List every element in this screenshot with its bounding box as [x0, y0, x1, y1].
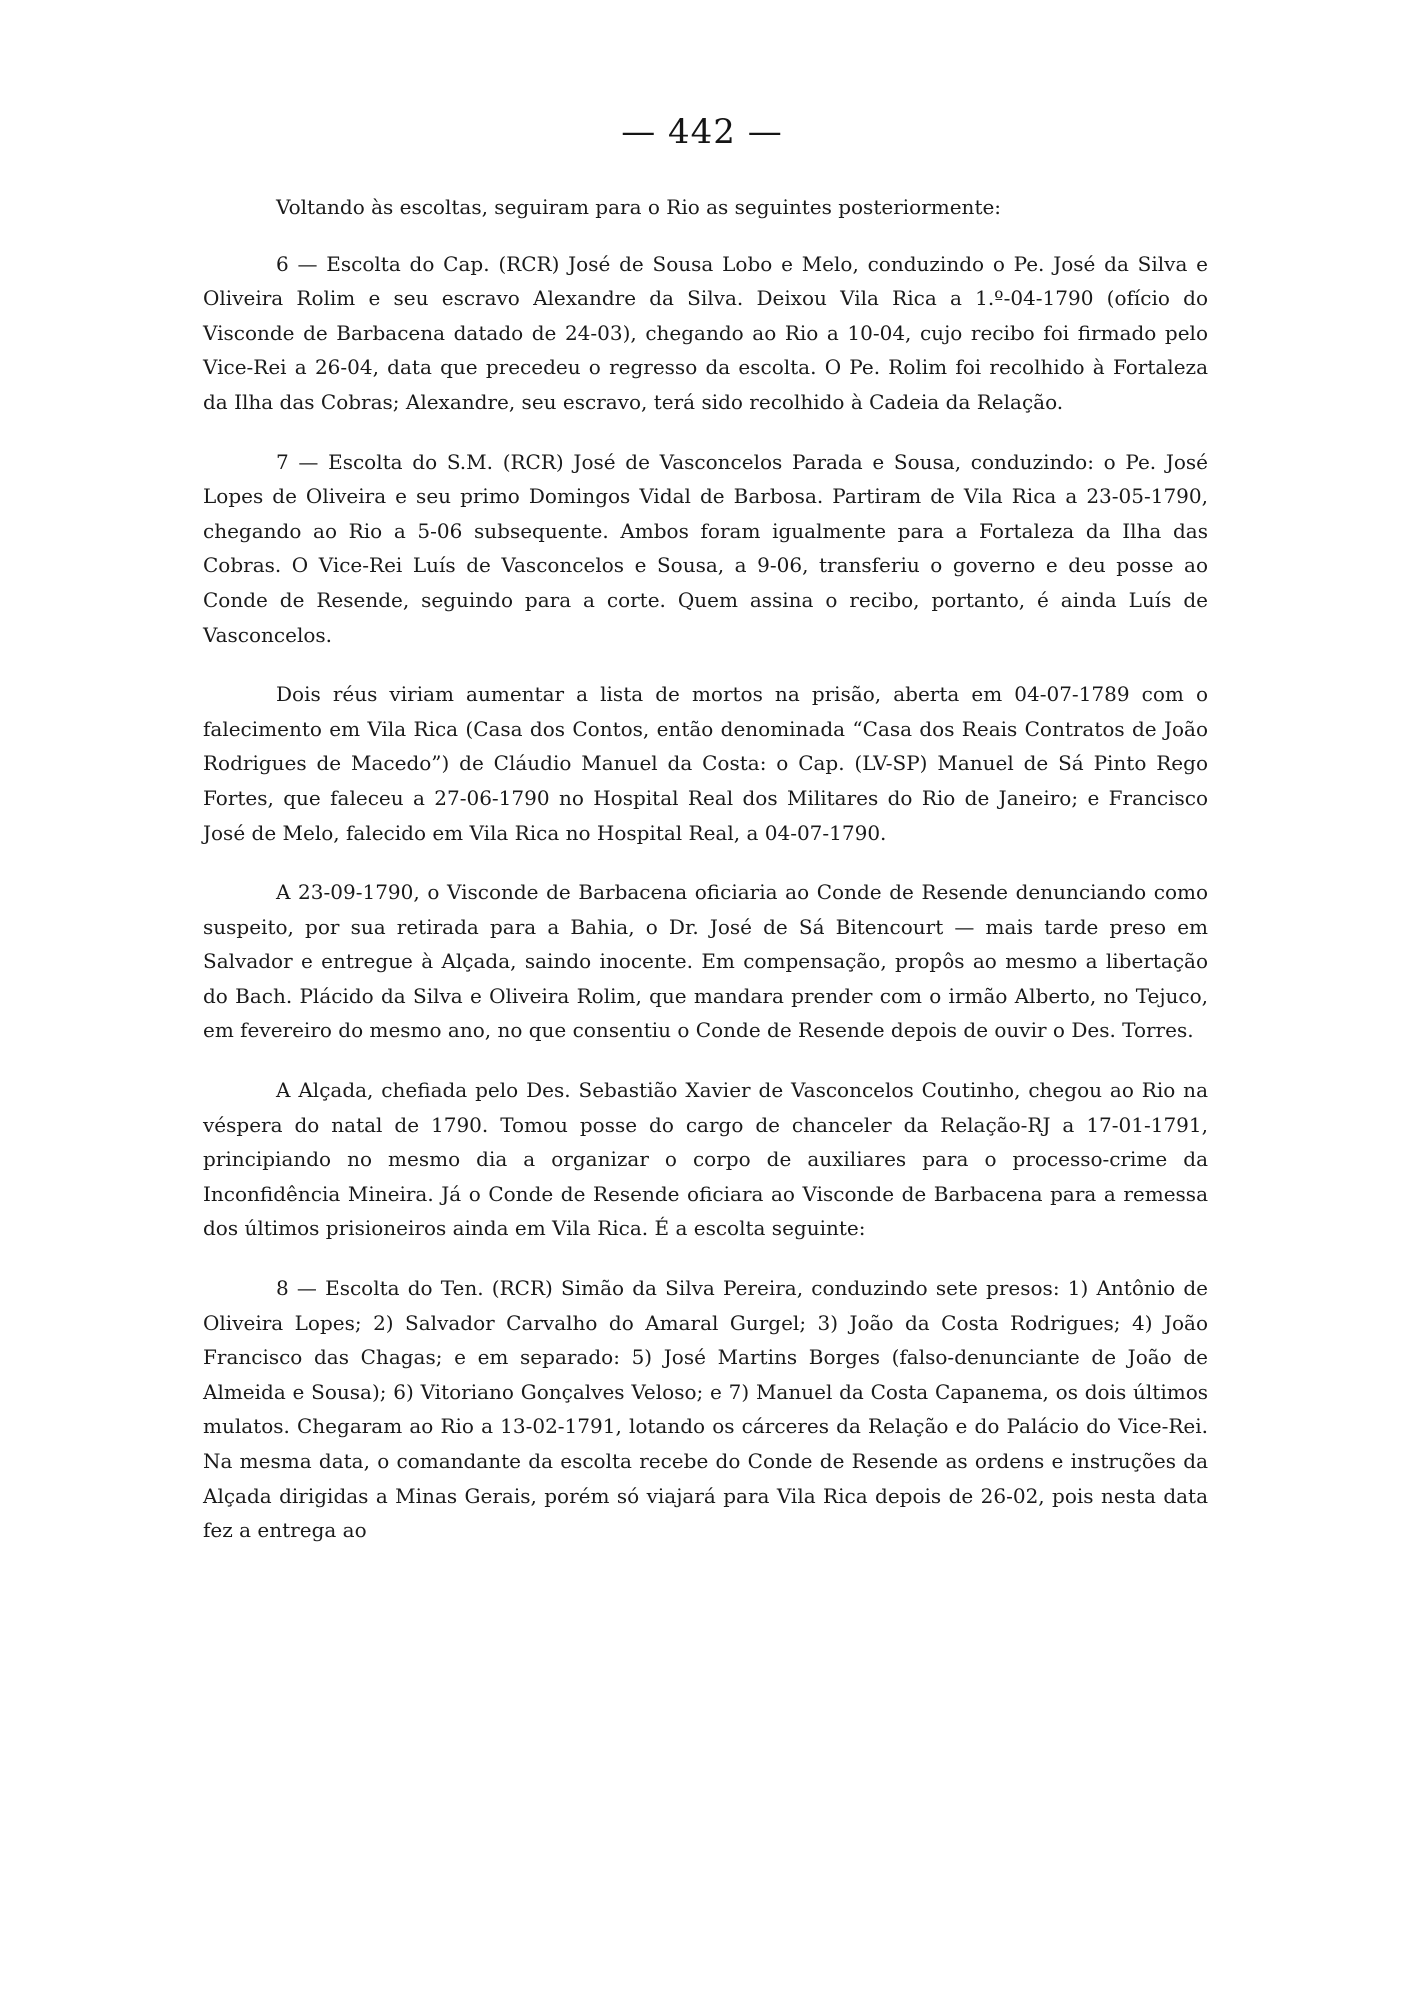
- paragraph-alcada: A Alçada, chefiada pelo Des. Sebastião Xavier de Vasconcelos Coutinho, chegou ao Rio na véspera do natal de 1790. Tomou posse do cargo de chanceler da Relação-RJ a 17-01-1791, principiando no mesmo dia a organizar o corpo de auxiliares para o processo-crime da Inconfidência Mineira. Já o Conde de Resende oficiara ao Visconde de Barbacena para a remessa dos últimos prisioneiros ainda em Vila Rica. É a escolta seguinte:: [203, 1078, 1208, 1241]
- paragraph-escort-6: 6 — Escolta do Cap. (RCR) José de Sousa Lobo e Melo, conduzindo o Pe. José da Silva e Oliveira Rolim e seu escravo Alexandre da Silva. Deixou Vila Rica a 1.º-04-1790 (ofício do Visconde de Barbacena datado de 24-03), chegando ao Rio a 10-04, cujo recibo foi firmado pelo Vice-Rei a 26-04, data que precedeu o regresso da escolta. O Pe. Rolim foi recolhido à Fortaleza da Ilha das Cobras; Alexandre, seu escravo, terá sido recolhido à Cadeia da Relação.: [203, 251, 1208, 414]
- body-text: [203, 190, 1208, 1573]
- page-number: — 442 —: [621, 112, 783, 152]
- paragraph-escort-7: 7 — Escolta do S.M. (RCR) José de Vasconcelos Parada e Sousa, conduzindo: o Pe. José Lopes de Oliveira e seu primo Domingos Vidal de Barbosa. Partiram de Vila Rica a 23-05-1790, chegando ao Rio a 5-06 subsequente. Ambos foram igualmente para a Fortaleza da Ilha das Cobras. O Vice-Rei Luís de Vasconcelos e Sousa, a 9-06, transferiu o governo e deu posse ao Conde de Resende, seguindo para a corte. Quem assina o recibo, portanto, é ainda Luís de Vasconcelos.: [203, 449, 1208, 647]
- paragraph-intro: Voltando às escoltas, seguiram para o Rio as seguintes posteriormente:: [276, 195, 1002, 219]
- paragraph-escort-8: 8 — Escolta do Ten. (RCR) Simão da Silva Pereira, conduzindo sete presos: 1) Antônio de Oliveira Lopes; 2) Salvador Carvalho do Amaral Gurgel; 3) João da Costa Rodrigues; 4) João Francisco das Chagas; e em separado: 5) José Martins Borges (falso-denunciante de João de Almeida e Sousa); 6) Vitoriano Gonçalves Veloso; e 7) Manuel da Costa Capanema, os dois últimos mulatos. Chegaram ao Rio a 13-02-1791, lotando os cárceres da Relação e do Palácio do Vice-Rei. Na mesma data, o comandante da escolta recebe do Conde de Resende as ordens e instruções da Alçada dirigidas a Minas Gerais, porém só viajará para Vila Rica depois de 26-02, pois nesta data fez a entrega ao: [203, 1276, 1208, 1543]
- paragraph-barbacena: A 23-09-1790, o Visconde de Barbacena oficiaria ao Conde de Resende denunciando como suspeito, por sua retirada para a Bahia, o Dr. José de Sá Bitencourt — mais tarde preso em Salvador e entregue à Alçada, saindo inocente. Em compensação, propôs ao mesmo a libertação do Bach. Plácido da Silva e Oliveira Rolim, que mandara prender com o irmão Alberto, no Tejuco, em fevereiro do mesmo ano, no que consentiu o Conde de Resende depois de ouvir o Des. Torres.: [203, 880, 1208, 1043]
- paragraph-deaths: Dois réus viriam aumentar a lista de mortos na prisão, aberta em 04-07-1789 com o falecimento em Vila Rica (Casa dos Contos, então denominada “Casa dos Reais Contratos de João Rodrigues de Macedo”) de Cláudio Manuel da Costa: o Cap. (LV-SP) Manuel de Sá Pinto Rego Fortes, que faleceu a 27-06-1790 no Hospital Real dos Militares do Rio de Janeiro; e Francisco José de Melo, falecido em Vila Rica no Hospital Real, a 04-07-1790.: [203, 682, 1208, 845]
